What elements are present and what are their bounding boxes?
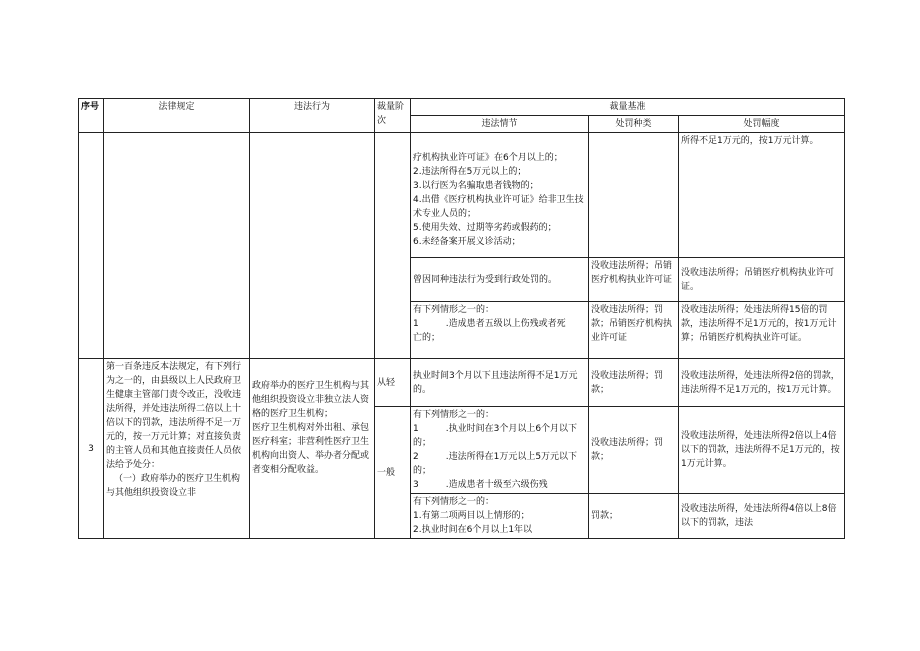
circumstance-line: 6.未经备案开展义诊活动； bbox=[413, 237, 521, 247]
circumstance-list bbox=[411, 494, 589, 539]
circumstance: 曾因同种违法行为受到行政处罚的。 bbox=[411, 258, 589, 302]
penalty-type: 没收违法所得；罚款；吊销医疗机构执业许可证 bbox=[589, 302, 679, 359]
seq-number: 3 bbox=[79, 359, 104, 539]
discretion-standard-table bbox=[78, 98, 845, 539]
act-cell-empty bbox=[250, 133, 375, 359]
level-cell-empty bbox=[375, 133, 411, 359]
circumstance-line: 5.使用失效、过期等劣药或假药的； bbox=[413, 223, 557, 233]
level-light: 从轻 bbox=[375, 359, 411, 407]
act-text: 政府举办的医疗卫生机构与其他组织投资设立非独立法人资格的医疗卫生机构； bbox=[252, 381, 370, 419]
circumstance: 执业时间3个月以下且违法所得不足1万元的。 bbox=[411, 359, 589, 407]
circumstance-line: 有下列情形之一的： bbox=[413, 305, 495, 315]
header-law: 法律规定 bbox=[104, 99, 250, 133]
circumstance-line: 3.以行医为名骗取患者钱物的； bbox=[413, 181, 539, 191]
circumstance-line: 1 .造成患者五级以上伤残或者死 bbox=[413, 319, 566, 329]
header-act: 违法行为 bbox=[250, 99, 375, 133]
circumstance-line: 3 .造成患者十级至六级伤残 bbox=[413, 480, 548, 490]
header-penalty-range: 处罚幅度 bbox=[679, 116, 845, 133]
circumstance-line: 2.违法所得在5万元以上的； bbox=[413, 167, 527, 177]
law-provision bbox=[104, 359, 250, 539]
header-basis: 裁量基准 bbox=[411, 99, 845, 116]
circumstance-list bbox=[411, 302, 589, 359]
penalty-type: 没收违法所得；罚款； bbox=[589, 359, 679, 407]
circumstance-line: 1 .执业时间在3个月以上6个月以下的； bbox=[413, 424, 578, 448]
penalty-type-empty bbox=[589, 133, 679, 258]
penalty-range: 没收违法所得；处违法所得15倍的罚款，违法所得不足1万元的，按1万元计算；吊销医疗机构执业许可证。 bbox=[679, 302, 845, 359]
circumstance-line: 有下列情形之一的： bbox=[413, 410, 495, 420]
illegal-act bbox=[250, 359, 375, 539]
penalty-range: 没收违法所得，处违法所得4倍以上8倍以下的罚款，违法 bbox=[679, 494, 845, 539]
header-row-1 bbox=[79, 99, 845, 116]
circumstance-line: 亡的； bbox=[413, 333, 441, 343]
circumstance-line: 2.执业时间在6个月以上1年以 bbox=[413, 525, 533, 535]
law-text: （一）政府举办的医疗卫生机构与其他组织投资设立非 bbox=[106, 474, 241, 498]
penalty-range: 没收违法所得，处违法所得2倍以上4倍以下的罚款，违法所得不足1万元的，按1万元计算。 bbox=[679, 407, 845, 494]
law-text: 第一百条违反本法规定，有下列行为之一的，由县级以上人民政府卫生健康主管部门责令改正，没收违法所得，并处违法所得二倍以上十倍以下的罚款，违法所得不足一万元的，按一万元计算；对直接负责的主管人员和其他直接责任人员依法给予处分： bbox=[106, 362, 242, 470]
circumstance-line: 有下列情形之一的： bbox=[413, 497, 495, 507]
table-row bbox=[79, 359, 845, 407]
circumstance-line: 疗机构执业许可证》在6个月以上的； bbox=[413, 153, 563, 163]
table-row bbox=[79, 133, 845, 258]
header-circumstance: 违法情节 bbox=[411, 116, 589, 133]
circumstance-list bbox=[411, 407, 589, 494]
penalty-type: 没收违法所得；吊销医疗机构执业许可证 bbox=[589, 258, 679, 302]
act-text: 医疗卫生机构对外出租、承包医疗科室；非营利性医疗卫生机构向出资人、举办者分配或者变相分配收益。 bbox=[252, 423, 370, 475]
penalty-range: 所得不足1万元的，按1万元计算。 bbox=[679, 133, 845, 258]
header-penalty-type: 处罚种类 bbox=[589, 116, 679, 133]
circumstance-line: 1.有第二项两目以上情形的； bbox=[413, 511, 530, 521]
header-seq: 序号 bbox=[79, 99, 104, 133]
penalty-type: 没收违法所得；罚款； bbox=[589, 407, 679, 494]
penalty-type: 罚款； bbox=[589, 494, 679, 539]
level-general: 一般 bbox=[375, 407, 411, 539]
seq-cell-empty bbox=[79, 133, 104, 359]
circumstance-line: 4.出借《医疗机构执业许可证》给非卫生技术专业人员的； bbox=[413, 195, 584, 219]
circumstance-line: 2 .违法所得在1万元以上5万元以下的； bbox=[413, 452, 578, 476]
circumstance-list bbox=[411, 133, 589, 258]
penalty-range: 没收违法所得，处违法所得2倍的罚款，违法所得不足1万元的，按1万元计算。 bbox=[679, 359, 845, 407]
law-cell-empty bbox=[104, 133, 250, 359]
header-level: 裁量阶次 bbox=[375, 99, 411, 133]
penalty-range: 没收违法所得；吊销医疗机构执业许可证。 bbox=[679, 258, 845, 302]
